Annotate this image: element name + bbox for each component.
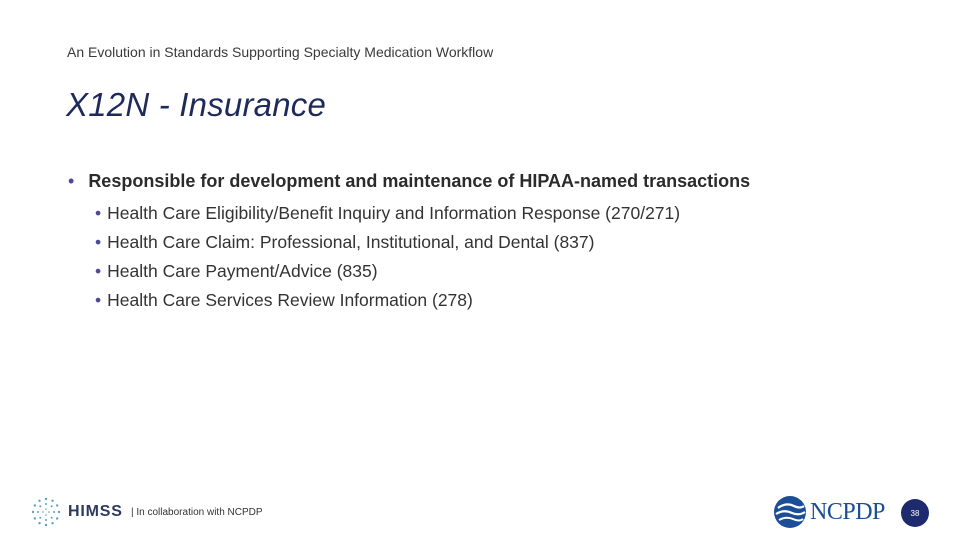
main-bullet — [68, 171, 750, 192]
bullet-dot-icon: • — [68, 171, 75, 191]
presentation-subtitle: An Evolution in Standards Supporting Specialty Medication Workflow — [67, 44, 494, 60]
sub-bullet-text: Health Care Payment/Advice (835) — [107, 261, 378, 281]
himss-logo-text: HIMSS — [68, 503, 123, 520]
sub-bullet-text: Health Care Claim: Professional, Institutional, and Dental (837) — [107, 232, 595, 252]
page-number-badge: 38 — [901, 499, 929, 527]
sub-bullet-item — [95, 260, 680, 289]
himss-dots-icon — [30, 496, 62, 528]
sub-bullet-item — [95, 289, 680, 318]
sub-bullet-text: Health Care Eligibility/Benefit Inquiry and Information Response (270/271) — [107, 203, 681, 223]
sub-bullet-item — [95, 202, 680, 231]
slide-title: X12N - Insurance — [66, 86, 326, 123]
main-bullet-text: Responsible for development and maintenance of HIPAA-named transactions — [88, 171, 751, 191]
himss-logo — [30, 495, 123, 529]
bullet-dot-icon: • — [95, 203, 102, 223]
sub-bullet-list — [95, 202, 680, 318]
ncpdp-globe-icon — [772, 494, 808, 530]
sub-bullet-text: Health Care Services Review Information (278) — [107, 290, 473, 310]
sub-bullet-item — [95, 231, 680, 260]
ncpdp-logo-text: NCPDP — [810, 498, 885, 525]
bullet-dot-icon: • — [95, 261, 102, 281]
ncpdp-logo — [772, 492, 885, 532]
bullet-dot-icon: • — [95, 232, 102, 252]
bullet-dot-icon: • — [95, 290, 102, 310]
collaboration-note: | In collaboration with NCPDP — [131, 507, 263, 518]
